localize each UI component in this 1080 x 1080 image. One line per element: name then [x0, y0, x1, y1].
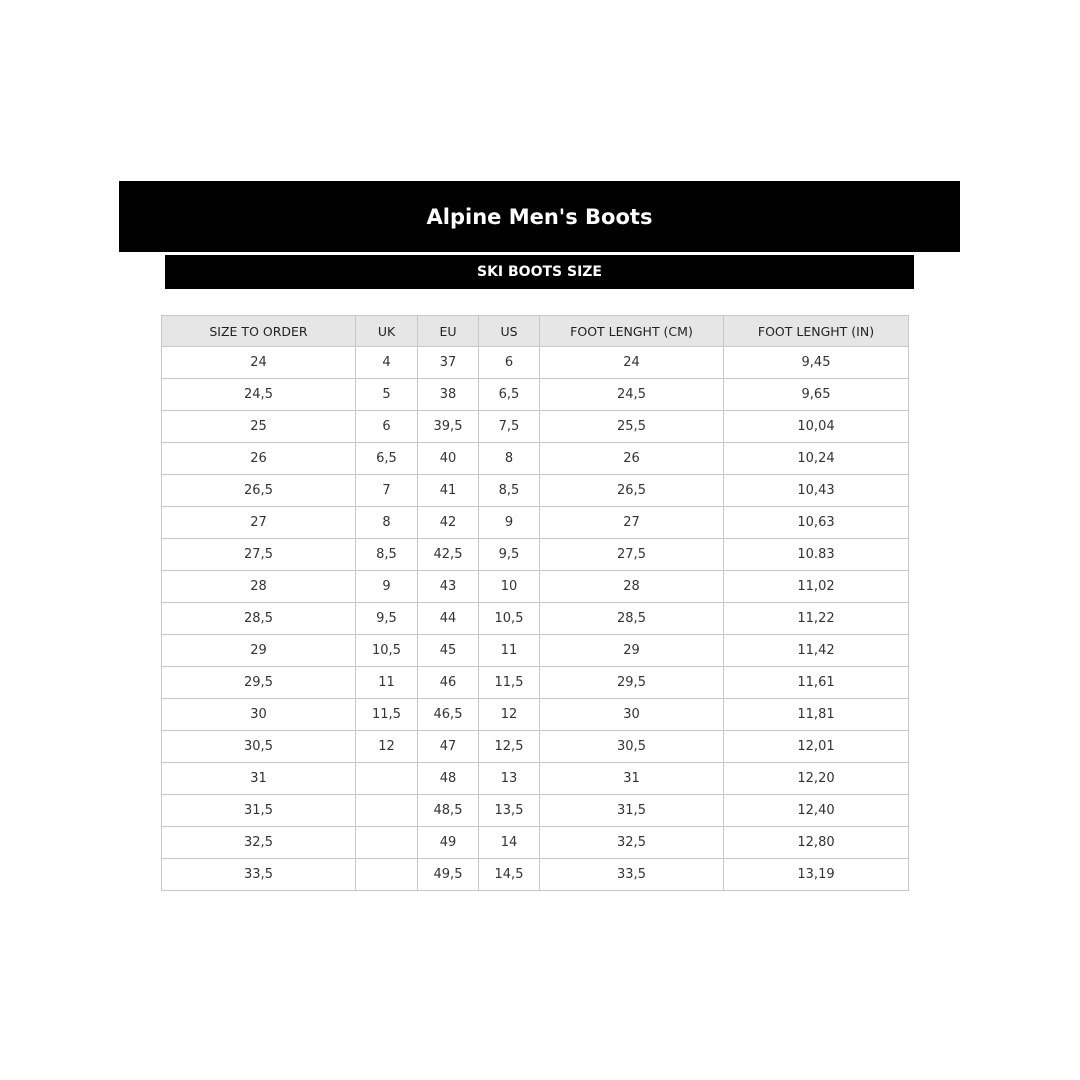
table-cell-uk: 8 [356, 507, 418, 539]
table-cell-eu: 41 [418, 475, 479, 507]
table-cell-eu: 42 [418, 507, 479, 539]
table-cell-foot-length-in: 13,19 [724, 859, 909, 891]
table-row [162, 347, 909, 379]
column-header-us: US [479, 316, 540, 347]
table-cell-us: 12 [479, 699, 540, 731]
column-header-uk: UK [356, 316, 418, 347]
table-row [162, 411, 909, 443]
table-cell-foot-length-cm: 28,5 [540, 603, 724, 635]
table-cell-foot-length-cm: 31,5 [540, 795, 724, 827]
table-row [162, 507, 909, 539]
table-cell-foot-length-cm: 30,5 [540, 731, 724, 763]
table-cell-us: 13 [479, 763, 540, 795]
table-cell-us: 8,5 [479, 475, 540, 507]
table-cell-size-to-order: 30,5 [162, 731, 356, 763]
table-row [162, 443, 909, 475]
table-cell-us: 10 [479, 571, 540, 603]
table-cell-us: 11,5 [479, 667, 540, 699]
table-row [162, 635, 909, 667]
table-cell-size-to-order: 27 [162, 507, 356, 539]
table-cell-foot-length-in: 12,01 [724, 731, 909, 763]
table-row [162, 795, 909, 827]
table-cell-eu: 49,5 [418, 859, 479, 891]
table-cell-foot-length-cm: 33,5 [540, 859, 724, 891]
table-cell-foot-length-in: 10,43 [724, 475, 909, 507]
table-cell-us: 8 [479, 443, 540, 475]
table-cell-uk [356, 859, 418, 891]
table-cell-size-to-order: 26 [162, 443, 356, 475]
table-cell-eu: 49 [418, 827, 479, 859]
table-row [162, 475, 909, 507]
table-cell-eu: 37 [418, 347, 479, 379]
section-title: SKI BOOTS SIZE [476, 264, 602, 280]
table-cell-eu: 44 [418, 603, 479, 635]
table-row [162, 859, 909, 891]
table-cell-eu: 43 [418, 571, 479, 603]
table-cell-size-to-order: 25 [162, 411, 356, 443]
table-cell-foot-length-in: 12,40 [724, 795, 909, 827]
table-cell-foot-length-cm: 26 [540, 443, 724, 475]
table-cell-us: 6 [479, 347, 540, 379]
table-cell-foot-length-in: 9,65 [724, 379, 909, 411]
table-cell-eu: 42,5 [418, 539, 479, 571]
table-cell-foot-length-cm: 28 [540, 571, 724, 603]
table-cell-foot-length-cm: 27,5 [540, 539, 724, 571]
table-cell-eu: 46,5 [418, 699, 479, 731]
table-cell-size-to-order: 32,5 [162, 827, 356, 859]
table-cell-size-to-order: 30 [162, 699, 356, 731]
table-cell-size-to-order: 29,5 [162, 667, 356, 699]
table-cell-us: 10,5 [479, 603, 540, 635]
size-chart-table [161, 315, 909, 891]
table-cell-uk [356, 827, 418, 859]
page-title-banner [119, 181, 960, 252]
table-cell-eu: 46 [418, 667, 479, 699]
table-cell-us: 6,5 [479, 379, 540, 411]
table-row [162, 539, 909, 571]
table-row [162, 667, 909, 699]
column-header-eu: EU [418, 316, 479, 347]
table-cell-uk: 10,5 [356, 635, 418, 667]
section-title-banner [165, 255, 914, 289]
table-cell-uk: 5 [356, 379, 418, 411]
table-cell-foot-length-in: 12,20 [724, 763, 909, 795]
table-cell-foot-length-in: 11,02 [724, 571, 909, 603]
table-cell-foot-length-cm: 31 [540, 763, 724, 795]
table-cell-uk: 6,5 [356, 443, 418, 475]
table-cell-foot-length-in: 11,42 [724, 635, 909, 667]
table-cell-foot-length-cm: 25,5 [540, 411, 724, 443]
table-cell-eu: 45 [418, 635, 479, 667]
table-cell-us: 12,5 [479, 731, 540, 763]
table-cell-eu: 47 [418, 731, 479, 763]
table-cell-eu: 38 [418, 379, 479, 411]
table-row [162, 827, 909, 859]
table-cell-foot-length-in: 11,22 [724, 603, 909, 635]
table-cell-foot-length-cm: 29 [540, 635, 724, 667]
table-cell-size-to-order: 27,5 [162, 539, 356, 571]
table-cell-foot-length-in: 9,45 [724, 347, 909, 379]
table-cell-foot-length-cm: 24,5 [540, 379, 724, 411]
table-cell-uk: 4 [356, 347, 418, 379]
table-cell-us: 14,5 [479, 859, 540, 891]
table-row [162, 763, 909, 795]
page-title: Alpine Men's Boots [426, 204, 653, 229]
table-cell-uk: 8,5 [356, 539, 418, 571]
table-cell-us: 11 [479, 635, 540, 667]
table-cell-size-to-order: 28 [162, 571, 356, 603]
table-cell-foot-length-cm: 29,5 [540, 667, 724, 699]
table-cell-size-to-order: 31,5 [162, 795, 356, 827]
table-cell-eu: 48 [418, 763, 479, 795]
table-cell-us: 9 [479, 507, 540, 539]
table-cell-foot-length-cm: 30 [540, 699, 724, 731]
table-cell-foot-length-cm: 26,5 [540, 475, 724, 507]
table-cell-foot-length-in: 12,80 [724, 827, 909, 859]
table-cell-foot-length-in: 10,24 [724, 443, 909, 475]
table-header-row [162, 316, 909, 347]
table-cell-us: 7,5 [479, 411, 540, 443]
table-cell-size-to-order: 33,5 [162, 859, 356, 891]
table-cell-eu: 48,5 [418, 795, 479, 827]
column-header-size-to-order: SIZE TO ORDER [162, 316, 356, 347]
table-cell-uk: 9,5 [356, 603, 418, 635]
table-cell-uk [356, 795, 418, 827]
table-cell-foot-length-in: 11,61 [724, 667, 909, 699]
table-cell-foot-length-in: 11,81 [724, 699, 909, 731]
table-row [162, 571, 909, 603]
table-cell-foot-length-cm: 27 [540, 507, 724, 539]
table-row [162, 699, 909, 731]
table-cell-size-to-order: 29 [162, 635, 356, 667]
table-cell-uk [356, 763, 418, 795]
table-cell-foot-length-in: 10,63 [724, 507, 909, 539]
table-cell-foot-length-cm: 24 [540, 347, 724, 379]
table-cell-eu: 40 [418, 443, 479, 475]
table-cell-us: 13,5 [479, 795, 540, 827]
table-cell-foot-length-in: 10,04 [724, 411, 909, 443]
table-cell-eu: 39,5 [418, 411, 479, 443]
table-cell-size-to-order: 28,5 [162, 603, 356, 635]
table-cell-uk: 12 [356, 731, 418, 763]
table-cell-us: 14 [479, 827, 540, 859]
table-row [162, 603, 909, 635]
table-cell-uk: 11,5 [356, 699, 418, 731]
table-row [162, 379, 909, 411]
table-cell-foot-length-cm: 32,5 [540, 827, 724, 859]
table-cell-us: 9,5 [479, 539, 540, 571]
table-cell-foot-length-in: 10.83 [724, 539, 909, 571]
table-cell-uk: 9 [356, 571, 418, 603]
column-header-foot-length-in: FOOT LENGHT (IN) [724, 316, 909, 347]
table-cell-size-to-order: 26,5 [162, 475, 356, 507]
table-cell-size-to-order: 31 [162, 763, 356, 795]
table-cell-uk: 7 [356, 475, 418, 507]
table-cell-size-to-order: 24,5 [162, 379, 356, 411]
table-body [162, 347, 909, 891]
table-cell-uk: 11 [356, 667, 418, 699]
column-header-foot-length-cm: FOOT LENGHT (CM) [540, 316, 724, 347]
table-cell-size-to-order: 24 [162, 347, 356, 379]
table-row [162, 731, 909, 763]
table-cell-uk: 6 [356, 411, 418, 443]
